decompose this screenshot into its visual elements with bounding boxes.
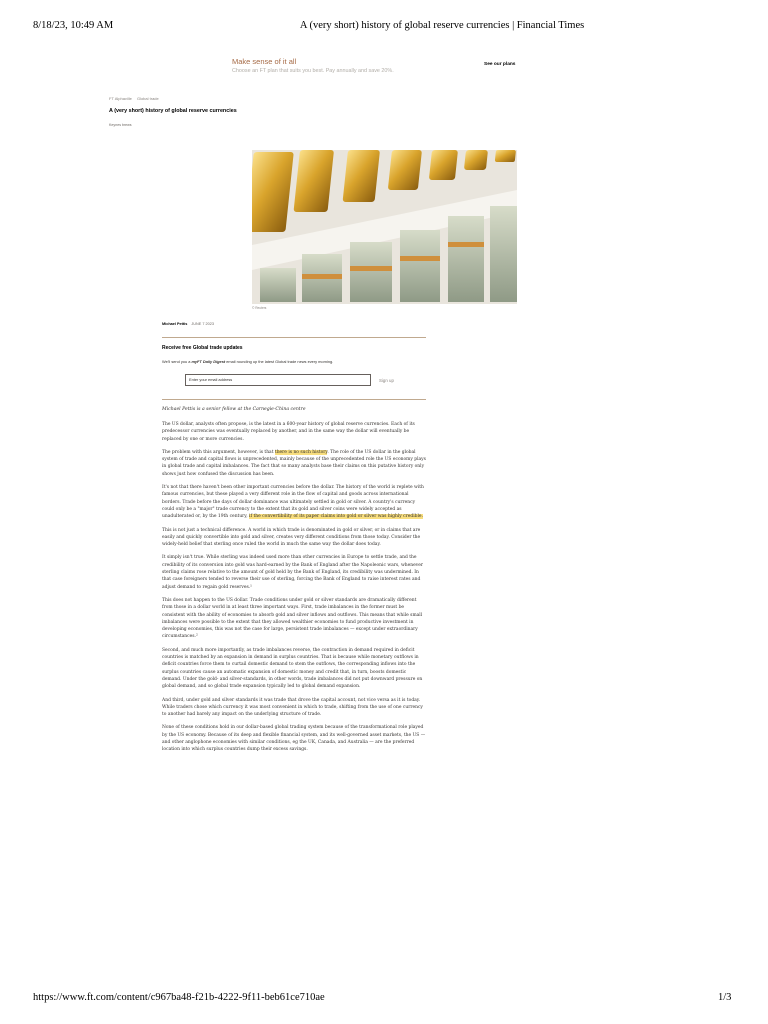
paragraph-text: It's not that there haven't been other important currencies before the dollar. The history of the world is replete with famous currencies, but these played a very different role in the flow of capital and goods across international borders. Trade before the days of dollar dominance was ultimately settled in gold or silver. A country's currency could only be a "major" trade currency to the extent that its gold and silver coins were widely accepted as unadulterated or, by the 19th century, <box>162 485 424 520</box>
breadcrumb-item-alphaville[interactable]: FT Alphaville <box>109 96 132 101</box>
paragraph-text: None of these conditions hold in our dollar-based global trading system because of the transformational role played by the US economy. Because of its deep and flexible financial system, and its well-governed asset markets, the US — and other anglophone economies with similar conditions, eg the UK, Canada, and Australia — are the preferred location into which surplus countries dump their excess savings. <box>162 725 426 753</box>
newsletter-title: Receive free Global trade updates <box>162 345 243 351</box>
paragraph-text: The problem with this argument, however, is that <box>162 449 275 455</box>
paragraph <box>162 527 426 549</box>
paragraph-text: . The role of the US dollar in the global system of trade and capital flows is unprecedented, mainly because of the unprecedented role the US economy plays in global trade and capital imbalances. The fact that so many analysts base their claims on this putative history only shows just how confused the discussion has been. <box>162 449 426 477</box>
paragraph-text: This is not just a technical difference. A world in which trade is denominated in gold or silver, or in claims that are easily and quickly convertible into gold and silver, creates very different conditions from those today. Consider the widely-held belief that sterling once ruled the world in much the same way the dollar does today. <box>162 527 421 548</box>
author-intro: Michael Pettis is a senior fellow at the Carnegie-China centre <box>162 407 306 412</box>
print-page-title: A (very short) history of global reserve currencies | Financial Times <box>299 20 585 31</box>
promo-headline[interactable]: Make sense of it all <box>232 57 297 66</box>
paragraph <box>162 597 426 641</box>
paragraph <box>162 554 426 590</box>
paragraph-text: It simply isn't true. While sterling was indeed used more than other currencies in Europe to settle trade, and the credibility of its conversion into gold was hard-earned by the Bank of England after the Napoleonic wars, whenever sterling claims rose relative to the amount of gold held by the Bank of England, its credibility was undermined. In that case foreigners tended to reverse their use of sterling, forcing the Bank of England to raise interest rates and adjust demand to regain gold reserves.¹ <box>162 555 424 590</box>
divider <box>162 337 426 338</box>
publish-date: JUNE 7 2023 <box>191 322 214 326</box>
paragraph <box>162 421 426 443</box>
paragraph <box>162 697 426 719</box>
divider <box>162 399 426 400</box>
paragraph-text: Second, and much more importantly, as trade imbalances reverse, the contraction in demand required in deficit countries is matched by an expansion in demand in surplus countries. That is because while monetary outflows in deficit countries force them to curtail domestic demand to stem the outflows, the corresponding inflows into the surplus countries cause an automatic expansion of domestic money and credit that, in turn, boosts domestic demand. Under the gold- and silver-standards, in other words, trade imbalances did not put downward pressure on global demand, and so global trade expansion typically led to global demand expansion. <box>162 647 423 690</box>
promo-subtext: Choose an FT plan that suits you best. Pay annually and save 20%. <box>232 68 394 74</box>
breadcrumb-item-global-trade[interactable]: Global trade <box>136 96 159 101</box>
article-tag[interactable]: Keynes brews <box>109 123 132 127</box>
highlighted-text: if the convertibility of its paper claims into gold or silver was highly credible. <box>249 514 423 520</box>
newsletter-desc-after: email rounding up the latest Global trade news every morning. <box>225 359 334 364</box>
newsletter-description <box>162 359 333 364</box>
newsletter-desc-before: We'll send you a <box>162 359 192 364</box>
email-field[interactable]: Enter your email address <box>185 374 371 386</box>
paragraph <box>162 724 426 753</box>
byline <box>162 322 214 326</box>
paragraph <box>162 449 426 478</box>
print-url: https://www.ft.com/content/c967ba48-f21b-4222-9f11-beb61ce710ae <box>33 992 325 1003</box>
paragraph-text: This does not happen to the US dollar. Trade conditions under gold or silver standards are dramatically different from those in a dollar world in at least three important ways. First, trade imbalances in the former must be consistent with the ability of economies to absorb gold and silver inflows and outflows. This means that while small imbalances were possible to the extent that they allowed wealthier economies to fund productive investment in developing economies, this was not the case for large, persistent trade imbalances — except under extraordinary circumstances.² <box>162 597 423 640</box>
sign-up-button[interactable]: Sign up <box>379 378 394 383</box>
paragraph-text: And third, under gold and silver standards it was trade that drove the capital account, not vice versa as it is today. While traders chose which currency it was most convenient in which to trade, shifting from the use of one currency to another had barely any impact on the underlying structure of trade. <box>162 697 423 718</box>
article-body <box>162 421 426 760</box>
image-credit: © Reuters <box>252 306 267 310</box>
gold-bars-and-dollars-image <box>252 150 517 304</box>
newsletter-brand: myFT Daily Digest <box>191 359 226 364</box>
paragraph <box>162 484 426 520</box>
print-datetime: 8/18/23, 10:49 AM <box>33 20 114 31</box>
breadcrumb <box>109 96 163 101</box>
highlighted-text: there is no such history <box>274 449 328 455</box>
paragraph <box>162 647 426 691</box>
paragraph-text: The US dollar, analysts often propose, is the latest in a 600-year history of global reserve currencies. Each of its predecessor currencies was eventually replaced by another, and in the same way the dollar will eventually be replaced by one or more currencies. <box>162 422 415 442</box>
see-plans-button[interactable]: See our plans <box>484 62 516 67</box>
article-title: A (very short) history of global reserve currencies <box>109 108 237 114</box>
print-page-number: 1/3 <box>718 992 732 1003</box>
author-name[interactable]: Michael Pettis <box>162 322 188 326</box>
